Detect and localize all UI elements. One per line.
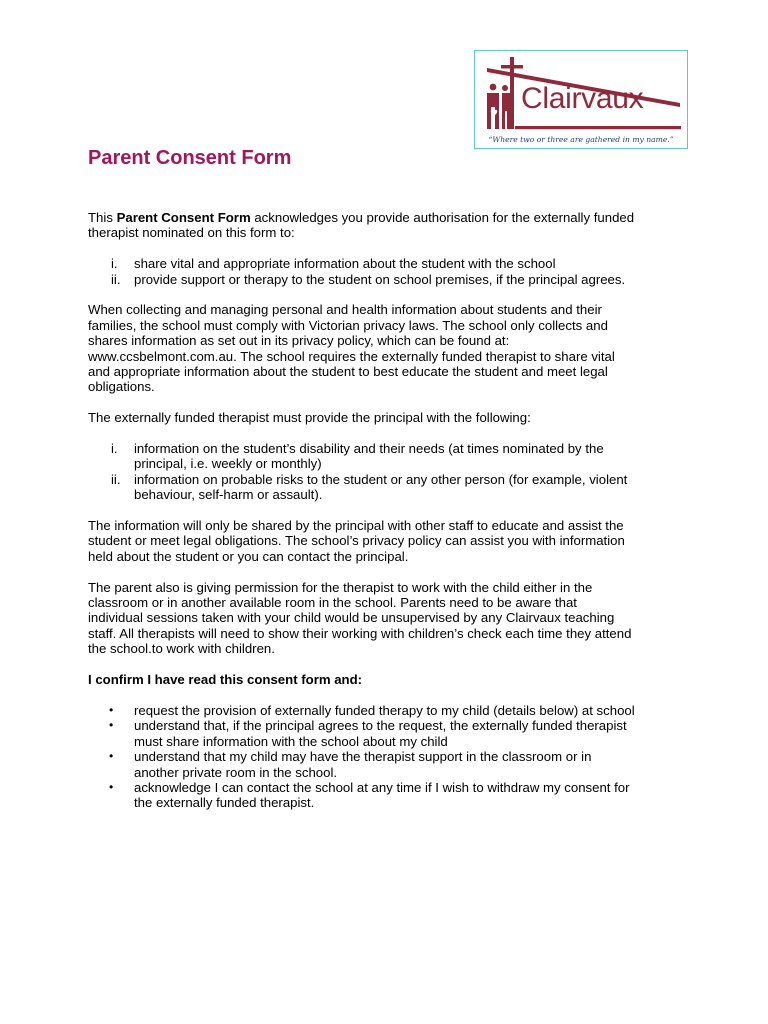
intro-line-2: therapist nominated on this form to: — [88, 225, 295, 241]
intro-rest: acknowledges you provide authorisation for the externally funded — [250, 210, 635, 225]
intro-paragraph — [88, 210, 688, 241]
paragraph-line: The parent also is giving permission for the therapist to work with the child either in the — [88, 579, 593, 595]
confirm-heading — [88, 672, 688, 687]
logo-tagline: “Where two or three are gathered in my name.” — [488, 135, 674, 144]
sharing-paragraph — [88, 518, 688, 564]
bullet-icon: • — [109, 779, 114, 794]
list-item — [88, 472, 688, 503]
bullet-icon: • — [109, 702, 114, 717]
paragraph-line: the school.to work with children. — [88, 641, 275, 657]
list-item-line: behaviour, self-harm or assault). — [134, 487, 323, 503]
list-item-line: information on the student’s disability and their needs (at times nominated by the — [134, 441, 604, 457]
intro-prefix: This — [88, 210, 117, 225]
paragraph-line: families, the school must comply with Victorian privacy laws. The school only collects and — [88, 317, 608, 333]
list-item-line: information on probable risks to the student or any other person (for example, violent — [134, 471, 628, 487]
list-item-text: share vital and appropriate information about the student with the school — [134, 256, 556, 272]
school-logo — [474, 50, 688, 149]
list-item — [88, 703, 688, 718]
list-item — [88, 441, 688, 472]
confirm-list — [88, 703, 688, 811]
list-item-line: principal, i.e. weekly or monthly) — [134, 456, 322, 472]
permission-paragraph — [88, 580, 688, 657]
list-item-line: understand that, if the principal agrees to the request, the externally funded therapist — [134, 718, 627, 734]
confirm-heading-text: I confirm I have read this consent form and: — [88, 672, 363, 688]
list-marker: i. — [111, 441, 118, 457]
list-item-line: the externally funded therapist. — [134, 795, 315, 811]
list-marker: ii. — [111, 271, 121, 287]
bullet-icon: • — [109, 718, 114, 733]
list-marker: i. — [111, 256, 118, 272]
list-item — [88, 272, 688, 287]
list-item — [88, 256, 688, 271]
paragraph-line: classroom or in another available room in the school. Parents need to be aware that — [88, 595, 577, 611]
list-item-text — [134, 472, 688, 503]
list-item-text — [134, 780, 688, 811]
privacy-paragraph — [88, 302, 688, 394]
list-marker: ii. — [111, 471, 121, 487]
intro-form-name: Parent Consent Form — [116, 210, 251, 225]
authorisation-list — [88, 256, 688, 287]
list-item-text — [134, 441, 688, 472]
therapist-list — [88, 441, 688, 503]
paragraph-line: staff. All therapists will need to show their working with children’s check each time they attend — [88, 625, 632, 641]
list-item-line: acknowledge I can contact the school at any time if I wish to withdraw my consent for — [134, 779, 630, 795]
list-item — [88, 780, 688, 811]
paragraph-line: individual sessions taken with your child would be unsupervised by any Clairvaux teaching — [88, 610, 615, 626]
list-item — [88, 718, 688, 749]
list-item — [88, 749, 688, 780]
list-item-text: provide support or therapy to the student on school premises, if the principal agrees. — [134, 271, 626, 287]
list-item-line: another private room in the school. — [134, 764, 338, 780]
list-item-text — [134, 749, 688, 780]
paragraph-line: student or meet legal obligations. The school’s privacy policy can assist you with information — [88, 533, 625, 549]
bullet-icon: • — [109, 749, 114, 764]
paragraph-line: The information will only be shared by the principal with other staff to educate and assist the — [88, 518, 624, 534]
list-item-line: understand that my child may have the therapist support in the classroom or in — [134, 749, 592, 765]
list-item-text — [134, 718, 688, 749]
logo-wordmark: Clairvaux — [521, 82, 644, 115]
paragraph-line: held about the student or you can contact the principal. — [88, 548, 409, 564]
paragraph-line: When collecting and managing personal and health information about students and their — [88, 302, 602, 318]
list-item-text: request the provision of externally funded therapy to my child (details below) at school — [134, 702, 635, 718]
form-body — [88, 210, 688, 811]
paragraph-line: www.ccsbelmont.com.au. The school requires the externally funded therapist to share vital — [88, 348, 615, 364]
list-item-line: must share information with the school about my child — [134, 733, 448, 749]
page-title: Parent Consent Form — [88, 147, 292, 169]
paragraph-line: shares information as set out in its privacy policy, which can be found at: — [88, 333, 510, 349]
therapist-intro: The externally funded therapist must provide the principal with the following: — [88, 410, 531, 426]
paragraph-line: and appropriate information about the student to best educate the student and meet legal — [88, 364, 608, 380]
paragraph-line: obligations. — [88, 379, 155, 395]
